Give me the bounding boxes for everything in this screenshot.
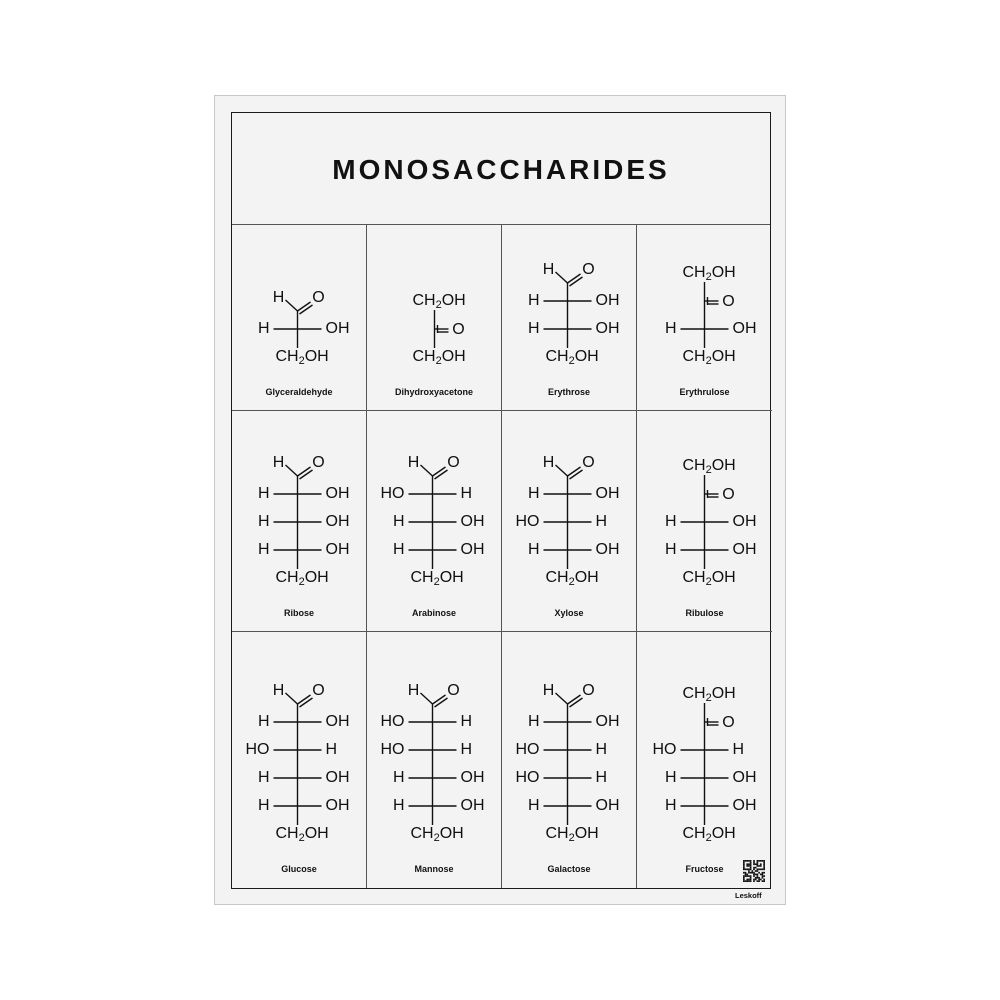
right-substituent-label: H	[595, 513, 608, 531]
brand-label: Leskoff	[735, 891, 762, 900]
sugar-name-label: Arabinose	[411, 608, 456, 618]
right-substituent-label: OH	[460, 769, 485, 787]
left-substituent-label: HO	[245, 741, 270, 759]
left-substituent-label: H	[257, 769, 270, 787]
aldehyde-h-label: H	[542, 454, 555, 472]
fischer-projection	[232, 632, 367, 888]
fischer-projection	[502, 225, 637, 411]
ketone-o-label: O	[452, 321, 465, 339]
left-substituent-label: HO	[515, 769, 540, 787]
right-substituent-label: OH	[595, 320, 620, 338]
sugar-name-label: Erythrulose	[679, 387, 730, 397]
aldehyde-bond-h	[286, 300, 298, 311]
bottom-ch2oh-label: $CH_2OH$	[412, 348, 466, 367]
poster-sheet	[214, 95, 786, 905]
sugar-card-ribulose	[637, 411, 772, 632]
right-substituent-label: OH	[732, 797, 757, 815]
fischer-projection	[502, 632, 637, 888]
terminal-ch2oh-label: $CH_2OH$	[275, 348, 329, 367]
left-substituent-label: H	[664, 541, 677, 559]
aldehyde-o-label: O	[447, 454, 460, 472]
sugar-name-label: Galactose	[547, 864, 591, 874]
aldehyde-o-label: O	[447, 682, 460, 700]
aldehyde-bond-o-1	[298, 467, 311, 476]
left-substituent-label: H	[392, 797, 405, 815]
left-substituent-label: H	[664, 513, 677, 531]
terminal-ch2oh-label: $CH_2OH$	[275, 569, 329, 588]
aldehyde-bond-o-2	[570, 277, 583, 286]
aldehyde-o-label: O	[312, 289, 325, 307]
right-substituent-label: OH	[460, 513, 485, 531]
terminal-ch2oh-label: $CH_2OH$	[545, 348, 599, 367]
title-area	[232, 113, 770, 225]
sugar-name-label: Dihydroxyacetone	[394, 387, 474, 397]
left-substituent-label: H	[527, 485, 540, 503]
sugar-name-label: Xylose	[554, 608, 584, 618]
left-substituent-label: HO	[380, 713, 405, 731]
right-substituent-label: H	[460, 713, 473, 731]
right-substituent-label: OH	[460, 541, 485, 559]
right-substituent-label: OH	[595, 485, 620, 503]
fischer-projection	[367, 411, 502, 632]
structure-grid	[232, 225, 770, 888]
right-substituent-label: OH	[732, 769, 757, 787]
top-ch2oh-label: $CH_2OH$	[412, 292, 466, 311]
aldehyde-o-label: O	[582, 261, 595, 279]
right-substituent-label: H	[595, 769, 608, 787]
sugar-card-glucose	[232, 632, 367, 888]
right-substituent-label: OH	[325, 713, 350, 731]
aldehyde-o-label: O	[582, 682, 595, 700]
aldehyde-bond-h	[286, 465, 298, 476]
fischer-projection	[637, 632, 772, 888]
terminal-ch2oh-label: $CH_2OH$	[275, 825, 329, 844]
fischer-projection	[637, 411, 772, 632]
left-substituent-label: H	[257, 797, 270, 815]
ketone-o-label: O	[722, 714, 735, 732]
sugar-name-label: Ribose	[283, 608, 314, 618]
aldehyde-h-label: H	[542, 682, 555, 700]
right-substituent-label: OH	[595, 713, 620, 731]
right-substituent-label: OH	[325, 541, 350, 559]
right-substituent-label: OH	[325, 513, 350, 531]
qr-code-icon	[743, 860, 765, 882]
aldehyde-bond-o-1	[433, 695, 446, 704]
bottom-ch2oh-label: $CH_2OH$	[682, 569, 736, 588]
aldehyde-bond-o-2	[435, 470, 448, 479]
left-substituent-label: H	[527, 541, 540, 559]
poster-frame	[231, 112, 771, 889]
aldehyde-bond-h	[286, 693, 298, 704]
aldehyde-bond-o-2	[300, 305, 313, 314]
sugar-card-xylose	[502, 411, 637, 632]
right-substituent-label: OH	[325, 485, 350, 503]
top-ch2oh-label: $CH_2OH$	[682, 457, 736, 476]
sugar-card-galactose	[502, 632, 637, 888]
aldehyde-bond-o-1	[568, 467, 581, 476]
left-substituent-label: H	[392, 541, 405, 559]
ketone-o-label: O	[722, 486, 735, 504]
left-substituent-label: H	[664, 797, 677, 815]
aldehyde-o-label: O	[312, 454, 325, 472]
top-ch2oh-label: $CH_2OH$	[682, 685, 736, 704]
sugar-card-erythrose	[502, 225, 637, 411]
poster-title: MONOSACCHARIDES	[332, 153, 670, 185]
terminal-ch2oh-label: $CH_2OH$	[410, 569, 464, 588]
left-substituent-label: HO	[652, 741, 677, 759]
fischer-projection	[232, 411, 367, 632]
left-substituent-label: H	[664, 769, 677, 787]
right-substituent-label: OH	[460, 797, 485, 815]
aldehyde-bond-o-2	[570, 470, 583, 479]
bottom-ch2oh-label: $CH_2OH$	[682, 348, 736, 367]
top-ch2oh-label: $CH_2OH$	[682, 264, 736, 283]
sugar-card-ribose	[232, 411, 367, 632]
aldehyde-bond-o-1	[433, 467, 446, 476]
aldehyde-bond-h	[556, 465, 568, 476]
left-substituent-label: H	[664, 320, 677, 338]
right-substituent-label: H	[732, 741, 745, 759]
aldehyde-h-label: H	[407, 682, 420, 700]
left-substituent-label: H	[257, 485, 270, 503]
right-substituent-label: OH	[595, 797, 620, 815]
left-substituent-label: HO	[515, 513, 540, 531]
right-substituent-label: H	[460, 741, 473, 759]
terminal-ch2oh-label: $CH_2OH$	[410, 825, 464, 844]
aldehyde-o-label: O	[582, 454, 595, 472]
left-substituent-label: HO	[380, 741, 405, 759]
aldehyde-bond-o-2	[300, 470, 313, 479]
left-substituent-label: H	[257, 541, 270, 559]
terminal-ch2oh-label: $CH_2OH$	[545, 569, 599, 588]
sugar-name-label: Fructose	[685, 864, 724, 874]
left-substituent-label: H	[527, 320, 540, 338]
fischer-projection	[637, 225, 772, 411]
aldehyde-bond-h	[556, 693, 568, 704]
fischer-projection	[367, 632, 502, 888]
aldehyde-bond-h	[421, 465, 433, 476]
left-substituent-label: H	[527, 292, 540, 310]
sugar-card-erythrulose	[637, 225, 772, 411]
aldehyde-bond-h	[421, 693, 433, 704]
aldehyde-bond-h	[556, 272, 568, 283]
fischer-projection	[232, 225, 367, 411]
left-substituent-label: HO	[515, 741, 540, 759]
fischer-projection	[367, 225, 502, 411]
fischer-projection	[502, 411, 637, 632]
aldehyde-bond-o-2	[300, 698, 313, 707]
right-substituent-label: OH	[325, 797, 350, 815]
sugar-name-label: Erythrose	[547, 387, 591, 397]
aldehyde-bond-o-1	[568, 695, 581, 704]
sugar-name-label: Glucose	[281, 864, 317, 874]
aldehyde-bond-o-1	[298, 695, 311, 704]
aldehyde-h-label: H	[542, 261, 555, 279]
left-substituent-label: HO	[380, 485, 405, 503]
right-substituent-label: OH	[325, 769, 350, 787]
left-substituent-label: H	[392, 769, 405, 787]
aldehyde-bond-o-2	[435, 698, 448, 707]
left-substituent-label: H	[257, 713, 270, 731]
right-substituent-label: H	[325, 741, 338, 759]
aldehyde-h-label: H	[272, 289, 285, 307]
left-substituent-label: H	[527, 797, 540, 815]
aldehyde-h-label: H	[272, 682, 285, 700]
sugar-card-mannose	[367, 632, 502, 888]
aldehyde-h-label: H	[407, 454, 420, 472]
bottom-ch2oh-label: $CH_2OH$	[682, 825, 736, 844]
left-substituent-label: H	[392, 513, 405, 531]
sugar-card-arabinose	[367, 411, 502, 632]
right-substituent-label: OH	[325, 320, 350, 338]
right-substituent-label: OH	[595, 541, 620, 559]
left-substituent-label: H	[257, 513, 270, 531]
terminal-ch2oh-label: $CH_2OH$	[545, 825, 599, 844]
aldehyde-bond-o-1	[298, 302, 311, 311]
aldehyde-h-label: H	[272, 454, 285, 472]
right-substituent-label: OH	[732, 320, 757, 338]
sugar-name-label: Ribulose	[685, 608, 724, 618]
sugar-card-dihydroxyacetone	[367, 225, 502, 411]
ketone-o-label: O	[722, 293, 735, 311]
aldehyde-bond-o-2	[570, 698, 583, 707]
sugar-name-label: Mannose	[414, 864, 454, 874]
right-substituent-label: H	[460, 485, 473, 503]
sugar-name-label: Glyceraldehyde	[265, 387, 333, 397]
right-substituent-label: H	[595, 741, 608, 759]
right-substituent-label: OH	[732, 513, 757, 531]
aldehyde-o-label: O	[312, 682, 325, 700]
left-substituent-label: H	[257, 320, 270, 338]
aldehyde-bond-o-1	[568, 274, 581, 283]
sugar-card-fructose	[637, 632, 772, 888]
right-substituent-label: OH	[732, 541, 757, 559]
left-substituent-label: H	[527, 713, 540, 731]
sugar-card-glyceraldehyde	[232, 225, 367, 411]
right-substituent-label: OH	[595, 292, 620, 310]
